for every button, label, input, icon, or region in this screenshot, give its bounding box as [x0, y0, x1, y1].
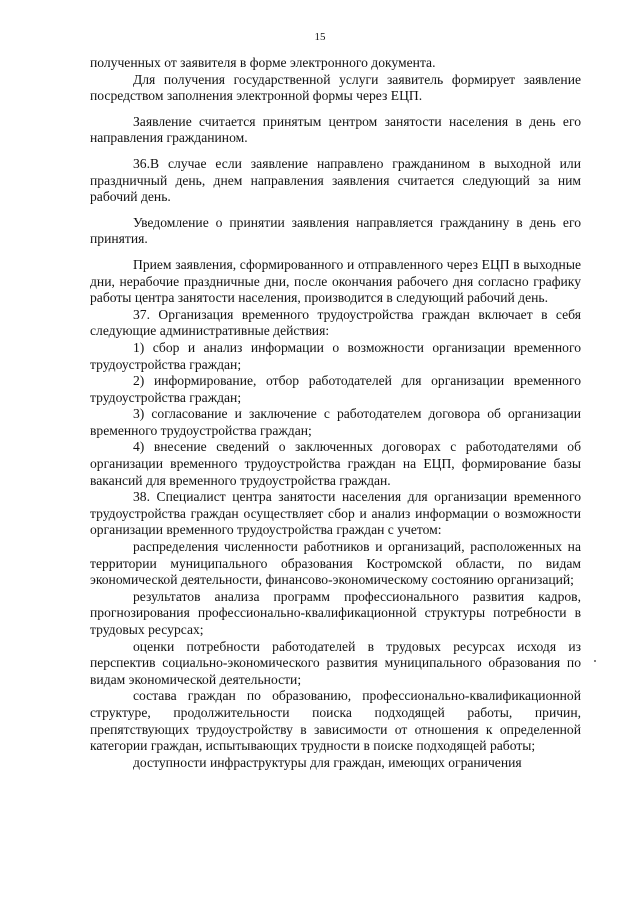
- paragraph-reception: Прием заявления, сформированного и отправленного через ЕЦП в выходные дни, нерабочие праздничные дни, после окончания рабочего дня согласно графику работы центра занятости населения, производится в следующий рабочий день.: [90, 256, 581, 306]
- paragraph-36: 36.В случае если заявление направлено гражданином в выходной или праздничный день, днем направления заявления считается следующий за ним рабочий день.: [90, 155, 581, 205]
- list-item-38-composition: состава граждан по образованию, профессионально-квалификационной структуре, продолжительности поиска подходящей работы, причин, препятствующих трудоустройству в зависимости от отношения к определенной категории граждан, испытывающих трудности в поиске подходящей работы;: [90, 688, 581, 754]
- paragraph-38: 38. Специалист центра занятости населения для организации временного трудоустройства граждан осуществляет сбор и анализ информации о возможности организации временного трудоустройства граждан с учетом:: [90, 489, 581, 538]
- list-item-38-accessibility: доступности инфраструктуры для граждан, имеющих ограничения: [133, 754, 522, 770]
- list-item-38-analysis: результатов анализа программ профессионального развития кадров, прогнозирования профессионально-квалификационной структуры потребности в трудовых ресурсах;: [90, 588, 581, 637]
- paragraph-37: 37. Организация временного трудоустройства граждан включает в себя следующие административные действия:: [90, 306, 581, 339]
- list-item-37-3: 3) согласование и заключение с работодателем договора об организации временного трудоустройства граждан;: [90, 406, 581, 438]
- list-item-38-needs: оценки потребности работодателей в трудовых ресурсах исходя из перспектив социально-экономического развития муниципального образования по видам экономической деятельности;: [90, 638, 581, 687]
- list-item-37-2: 2) информирование, отбор работодателей для организации временного трудоустройства граждан;: [90, 373, 581, 405]
- paragraph-application-accepted: Заявление считается принятым центром занятости населения в день его направления гражданином.: [90, 113, 581, 146]
- list-item-37-4: 4) внесение сведений о заключенных договорах с работодателями об организации временного трудоустройства граждан на ЕЦП, формирование базы вакансий для временного трудоустройства граждан.: [90, 439, 581, 488]
- scan-speck: [594, 660, 596, 662]
- list-item-38-distribution: распределения численности работников и организаций, расположенных на территории муниципального образования Костромской области, по видам экономической деятельности, финансово-экономическому состоянию организаций;: [90, 539, 581, 588]
- document-body: [90, 55, 581, 771]
- list-item-37-1: 1) сбор и анализ информации о возможности организации временного трудоустройства граждан;: [90, 339, 581, 372]
- page-number: 15: [314, 31, 326, 43]
- paragraph-notification: Уведомление о принятии заявления направляется гражданину в день его принятия.: [90, 214, 581, 247]
- paragraph-continuation: полученных от заявителя в форме электронного документа.: [90, 55, 436, 70]
- paragraph-application-form: Для получения государственной услуги заявитель формирует заявление посредством заполнения электронной формы через ЕЦП.: [90, 71, 581, 104]
